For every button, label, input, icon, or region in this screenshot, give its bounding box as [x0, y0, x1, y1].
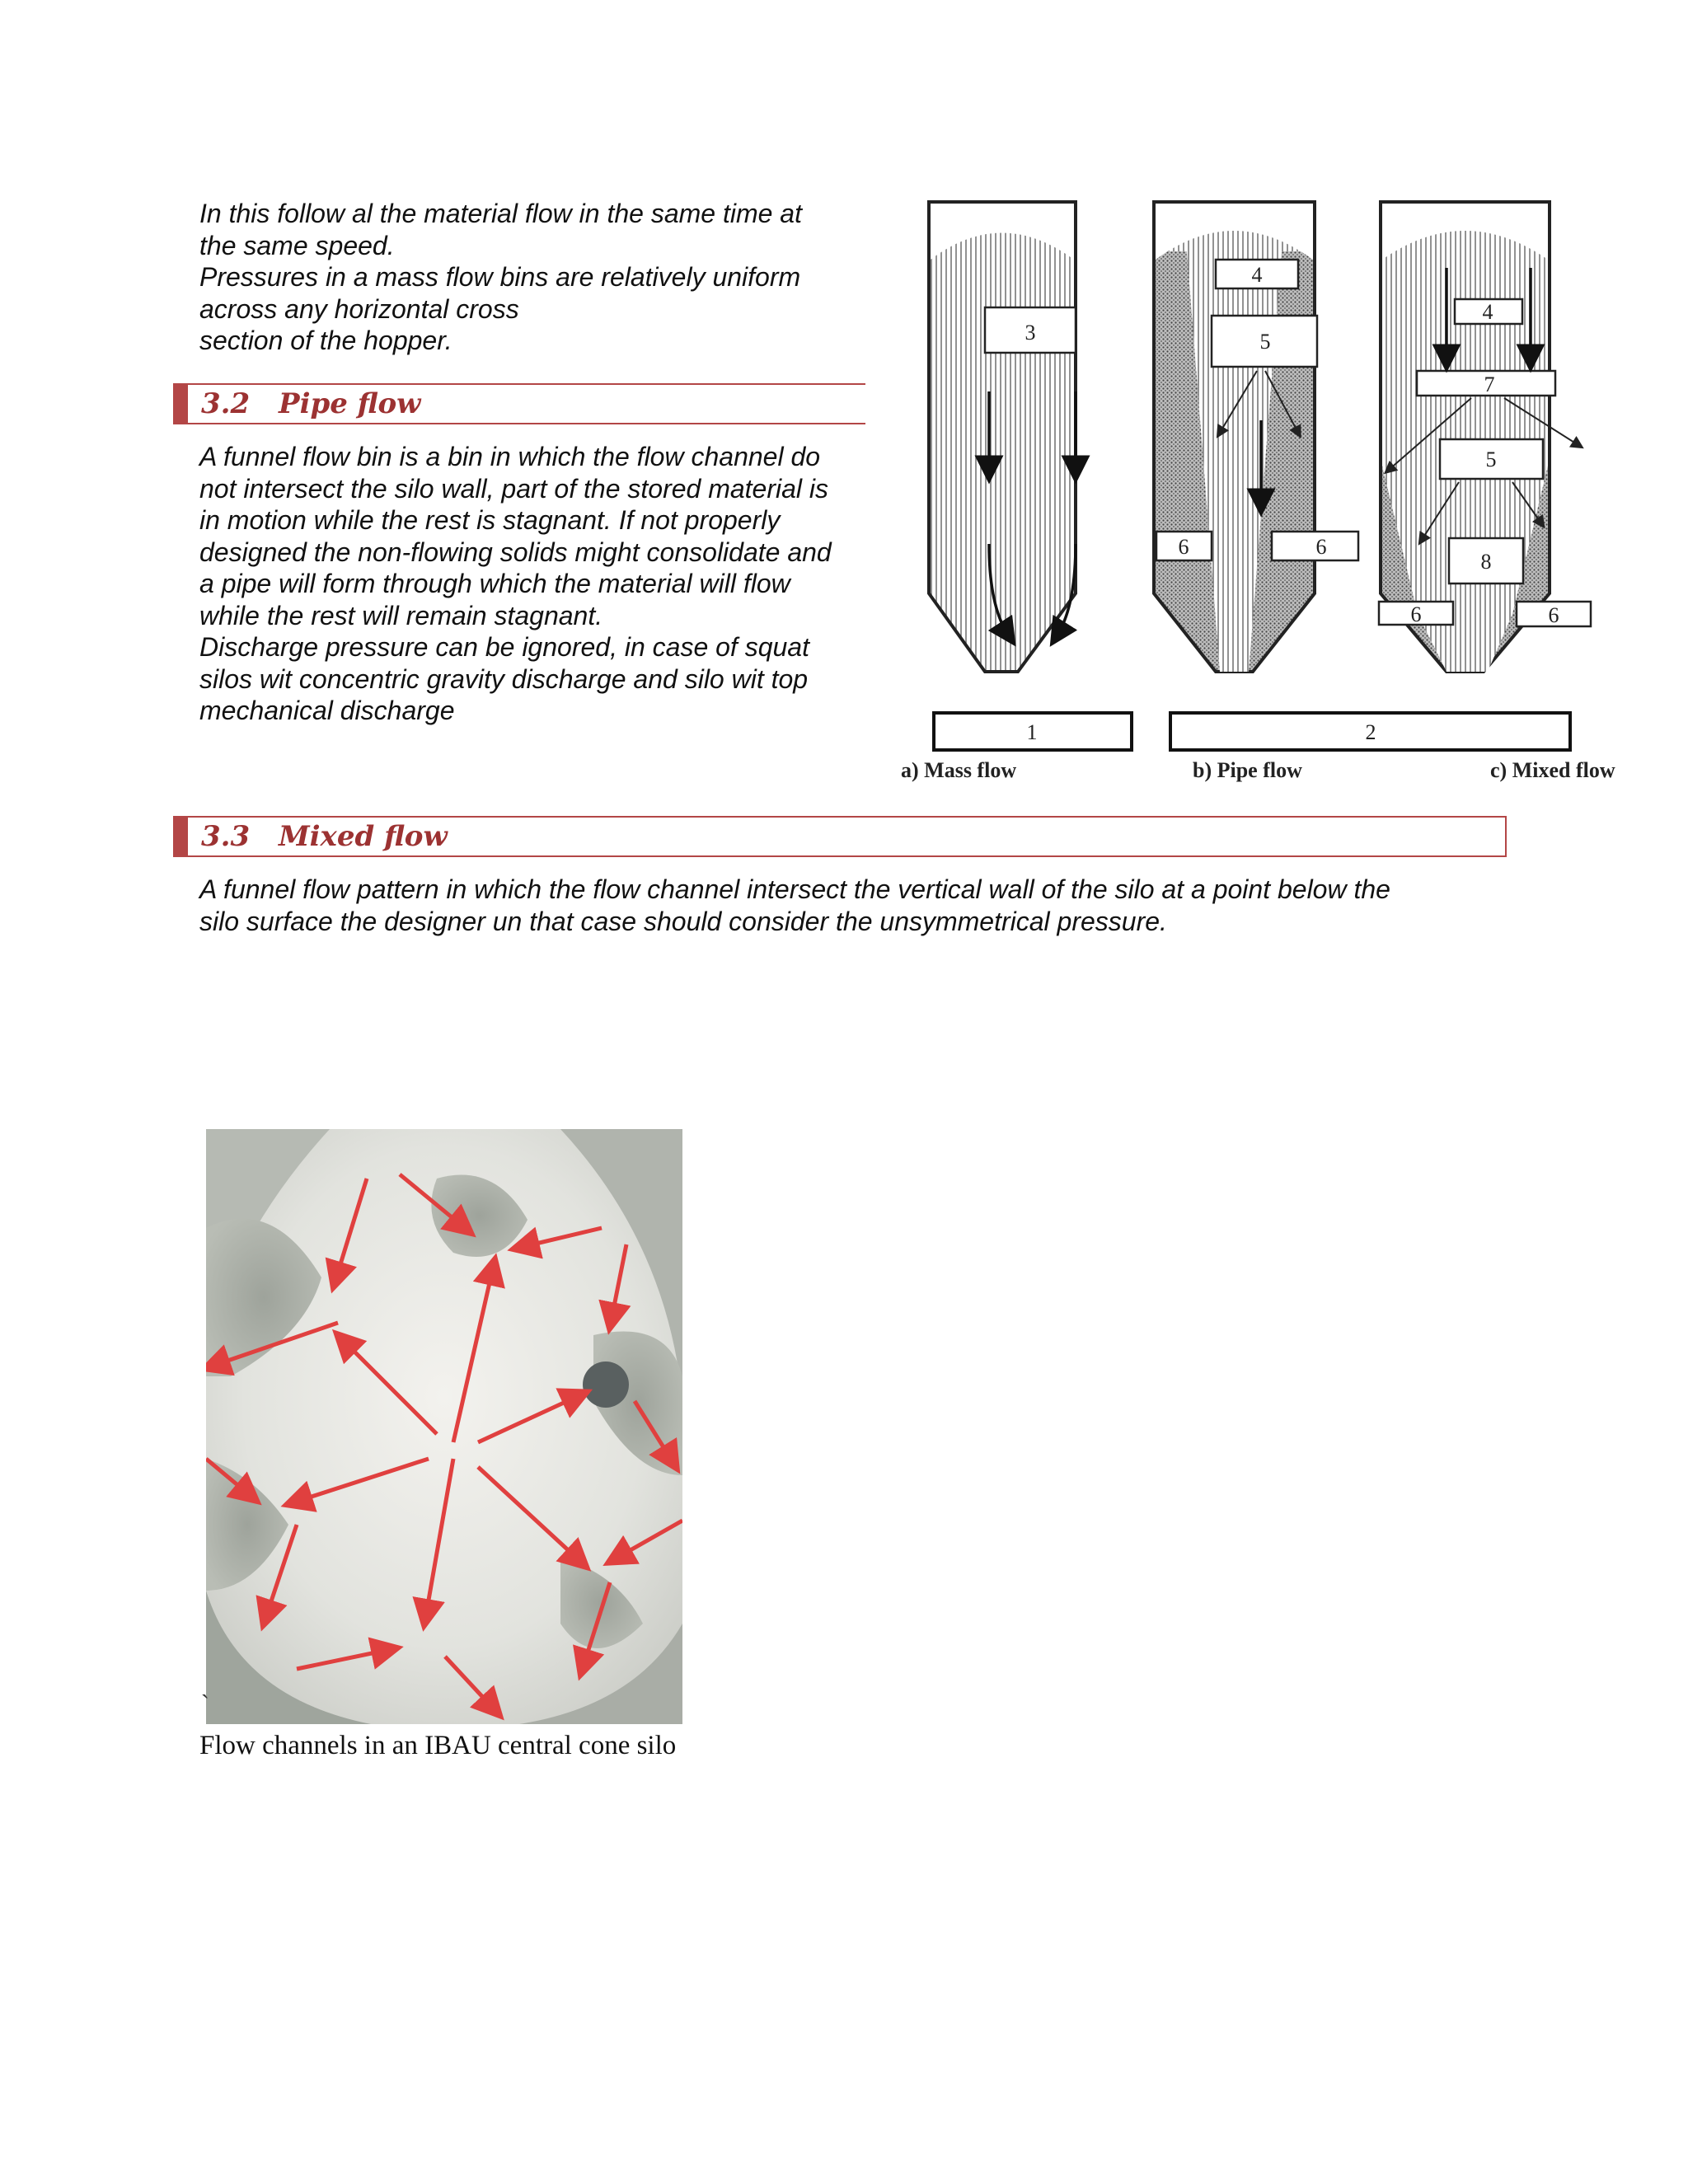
section-number: 3.2 — [201, 387, 251, 420]
section-heading-pipe-flow — [173, 383, 865, 424]
section-heading-mixed-flow — [173, 816, 1507, 857]
material-clump — [583, 1361, 629, 1408]
zone-label: 6 — [1315, 535, 1327, 559]
photo-caption: Flow channels in an IBAU central cone silo — [199, 1731, 677, 1760]
zone-label: 3 — [1025, 321, 1036, 344]
mixed-flow-paragraph: A funnel flow pattern in which the flow channel intersect the vertical wall of the silo at a point below the silo surface the designer un that case should consider the unsymmetrical pressure. — [199, 874, 1390, 936]
zone-label: 4 — [1251, 263, 1263, 287]
zone-label: 8 — [1480, 550, 1492, 574]
panel-label-mixed-flow: c) Mixed flow — [1490, 758, 1615, 782]
zone-label: 6 — [1410, 602, 1422, 626]
zone-label: 6 — [1548, 603, 1559, 627]
stray-mark: ` — [201, 1691, 209, 1718]
panel-a-mass-flow-silo — [929, 202, 1076, 672]
heading-accent-bar — [173, 818, 188, 855]
zone-box-6 — [1272, 532, 1358, 560]
zone-label: 4 — [1482, 300, 1493, 324]
section-title: Mixed flow — [279, 820, 448, 853]
zone-label: 2 — [1365, 720, 1376, 744]
zone-label: 5 — [1259, 330, 1271, 354]
flow-channels-photo — [206, 1129, 682, 1724]
heading-accent-bar — [173, 385, 188, 423]
zone-label: 6 — [1178, 535, 1189, 559]
mass-flow-paragraph: In this follow al the material flow in the same time at the same speed. Pressures in a mass flow bins are relatively uniform across any horizontal cross section of the hopper. — [199, 199, 802, 355]
panel-label-mass-flow: a) Mass flow — [901, 758, 1017, 782]
silo-flow-pattern-figure — [870, 185, 1653, 795]
pipe-flow-paragraph: A funnel flow bin is a bin in which the flow channel do not intersect the silo wall, part of the stored material is in motion while the rest is stagnant. If not properly designed the non-flowing solids might consolidate and a pipe will form through which the material will flow while the rest will remain stagnant. Discharge pressure can be ignored, in case of squat silos wit concentric gravity discharge and silo wit top mechanical discharge — [199, 442, 832, 725]
panel-c-mixed-flow-silo — [1379, 202, 1591, 672]
panel-label-pipe-flow: b) Pipe flow — [1193, 758, 1302, 782]
zone-label: 1 — [1026, 720, 1038, 744]
section-number: 3.3 — [201, 820, 251, 853]
section-title: Pipe flow — [279, 387, 421, 420]
zone-label: 7 — [1484, 373, 1495, 396]
zone-label: 5 — [1485, 448, 1497, 471]
